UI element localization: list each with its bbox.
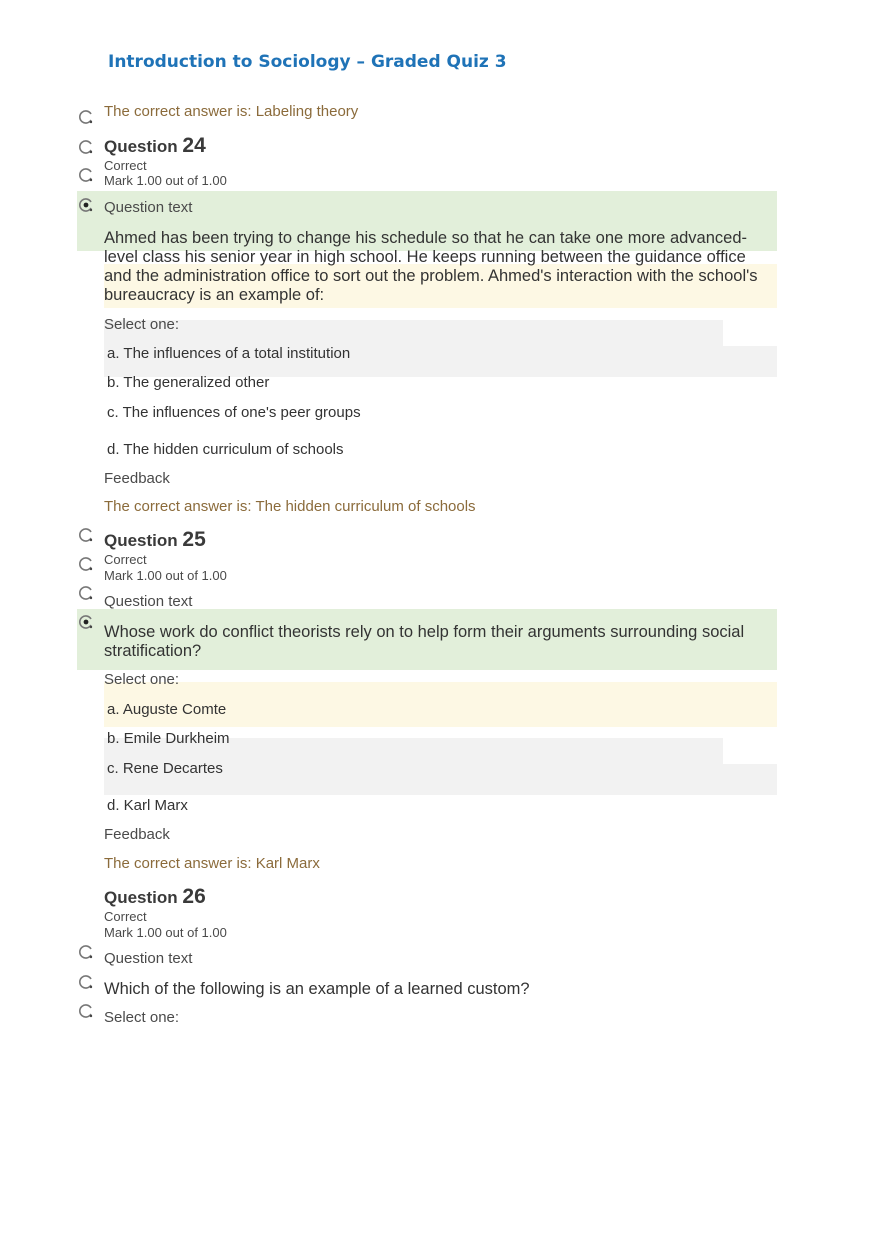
question-number: 25 [182, 528, 206, 551]
correct-answer-feedback: The correct answer is: The hidden curriculum of schools [104, 498, 476, 515]
question-line: Whose work do conflict theorists rely on to help form their arguments surrounding social [104, 623, 745, 641]
answer-option[interactable]: a. The influences of a total institution [107, 345, 351, 362]
answer-option[interactable]: a. Auguste Comte [107, 701, 227, 718]
radio-unselected-icon[interactable] [78, 109, 94, 125]
question-mark: Mark 1.00 out of 1.00 [104, 568, 227, 583]
question-line: level class his senior year in high school. He keeps running between the guidance office [104, 248, 746, 266]
question-heading [104, 134, 206, 158]
select-one-label: Select one: [104, 671, 180, 688]
question-text-label: Question text [104, 950, 193, 967]
radio-unselected-icon[interactable] [78, 527, 94, 543]
question-word: Question [104, 531, 178, 550]
question-text-label: Question text [104, 199, 193, 216]
question-line: bureaucracy is an example of: [104, 286, 325, 304]
question-heading [104, 528, 206, 552]
select-one-label: Select one: [104, 1009, 180, 1026]
radio-unselected-icon[interactable] [78, 556, 94, 572]
page-title: Introduction to Sociology – Graded Quiz 3 [108, 52, 507, 72]
answer-option[interactable]: b. Emile Durkheim [107, 730, 230, 747]
correct-answer-feedback: The correct answer is: Labeling theory [104, 103, 359, 120]
select-one-label: Select one: [104, 316, 180, 333]
question-status: Correct [104, 552, 147, 567]
question-status: Correct [104, 909, 147, 924]
answer-option[interactable]: c. The influences of one's peer groups [107, 404, 361, 421]
radio-unselected-icon[interactable] [78, 167, 94, 183]
answer-option[interactable]: d. Karl Marx [107, 797, 188, 814]
question-line: Ahmed has been trying to change his schedule so that he can take one more advanced- [104, 229, 748, 247]
correct-answer-feedback: The correct answer is: Karl Marx [104, 855, 320, 872]
question-number: 24 [182, 134, 206, 157]
question-mark: Mark 1.00 out of 1.00 [104, 173, 227, 188]
feedback-label: Feedback [104, 470, 170, 487]
question-word: Question [104, 137, 178, 156]
radio-unselected-icon[interactable] [78, 585, 94, 601]
question-status: Correct [104, 158, 147, 173]
radio-selected-icon[interactable] [78, 197, 94, 213]
question-number: 26 [182, 885, 206, 908]
question-word: Question [104, 888, 178, 907]
question-text-label: Question text [104, 593, 193, 610]
radio-selected-icon[interactable] [78, 614, 94, 630]
feedback-label: Feedback [104, 826, 170, 843]
radio-unselected-icon[interactable] [78, 944, 94, 960]
radio-unselected-icon[interactable] [78, 1003, 94, 1019]
answer-option[interactable]: c. Rene Decartes [107, 760, 223, 777]
question-line: stratification? [104, 642, 202, 660]
radio-unselected-icon[interactable] [78, 974, 94, 990]
highlight-band [104, 320, 723, 347]
question-heading [104, 885, 206, 909]
question-line: Which of the following is an example of a learned custom? [104, 980, 530, 998]
answer-option[interactable]: d. The hidden curriculum of schools [107, 441, 344, 458]
question-mark: Mark 1.00 out of 1.00 [104, 925, 227, 940]
radio-unselected-icon[interactable] [78, 139, 94, 155]
question-line: and the administration office to sort out the problem. Ahmed's interaction with the school's [104, 267, 758, 285]
answer-option[interactable]: b. The generalized other [107, 374, 270, 391]
